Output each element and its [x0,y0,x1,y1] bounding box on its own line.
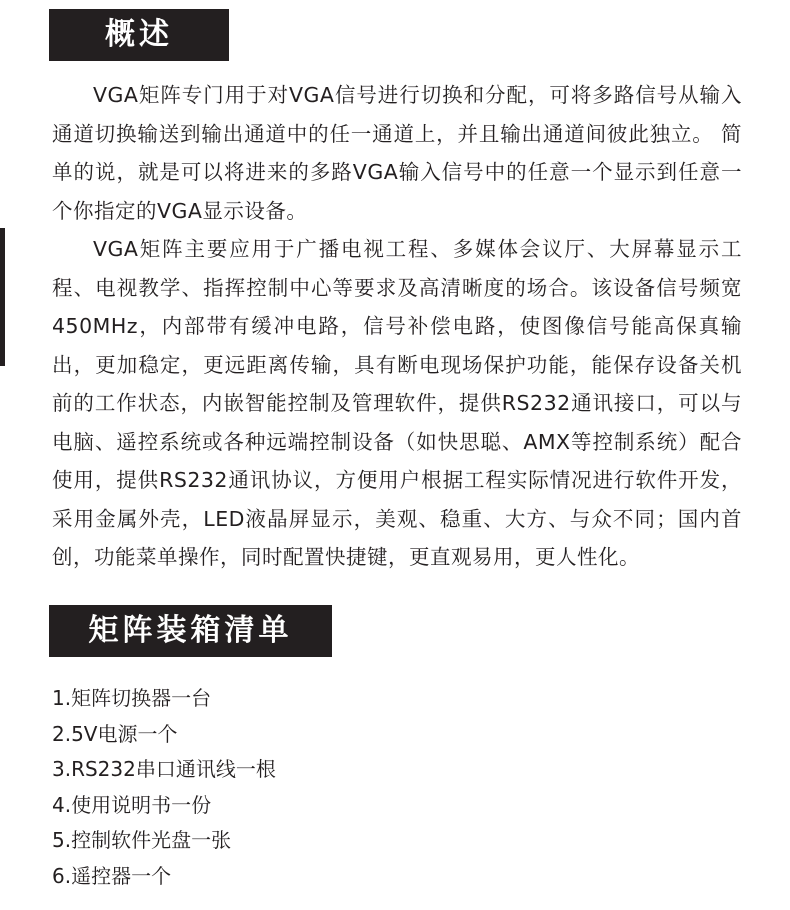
overview-paragraph-2: VGA矩阵主要应用于广播电视工程、多媒体会议厅、大屏幕显示工程、电视教学、指挥控制中心等要求及高清晰度的场合。该设备信号频宽450MHz，内部带有缓冲电路，信号补偿电路，使图像信号能高保真输出，更加稳定，更远距离传输，具有断电现场保护功能，能保存设备关机前的工作状态，内嵌智能控制及管理软件，提供RS232通讯接口，可以与电脑、遥控系统或各种远端控制设备（如快思聪、AMX等控制系统）配合使用，提供RS232通讯协议，方便用户根据工程实际情况进行软件开发，采用金属外壳，LED液晶屏显示，美观、稳重、大方、与众不同；国内首创，功能菜单操作，同时配置快捷键，更直观易用，更人性化。 [52,237,742,569]
packing-list-item: 3.RS232串口通讯线一根 [52,757,276,781]
packing-list-item: 2.5V电源一个 [52,721,178,746]
packing-list-item: 4.使用说明书一份 [52,792,212,817]
overview-paragraph-1: VGA矩阵专门用于对VGA信号进行切换和分配，可将多路信号从输入通道切换输送到输出通道中的任一通道上，并且输出通道间彼此独立。 简单的说，就是可以将进来的多路VGA输入信号中的任意一个显示到任意一个你指定的VGA显示设备。 [52,83,742,223]
packing-list-item: 5.控制软件光盘一张 [52,828,232,852]
packing-list [52,681,276,894]
packing-list-item: 6.遥控器一个 [52,863,172,888]
overview-heading: 概述 [49,9,229,61]
left-edge-bar [0,228,5,366]
packing-list-item: 1.矩阵切换器一台 [52,686,212,710]
overview-text [52,76,742,577]
packing-list-heading: 矩阵装箱清单 [49,605,332,657]
